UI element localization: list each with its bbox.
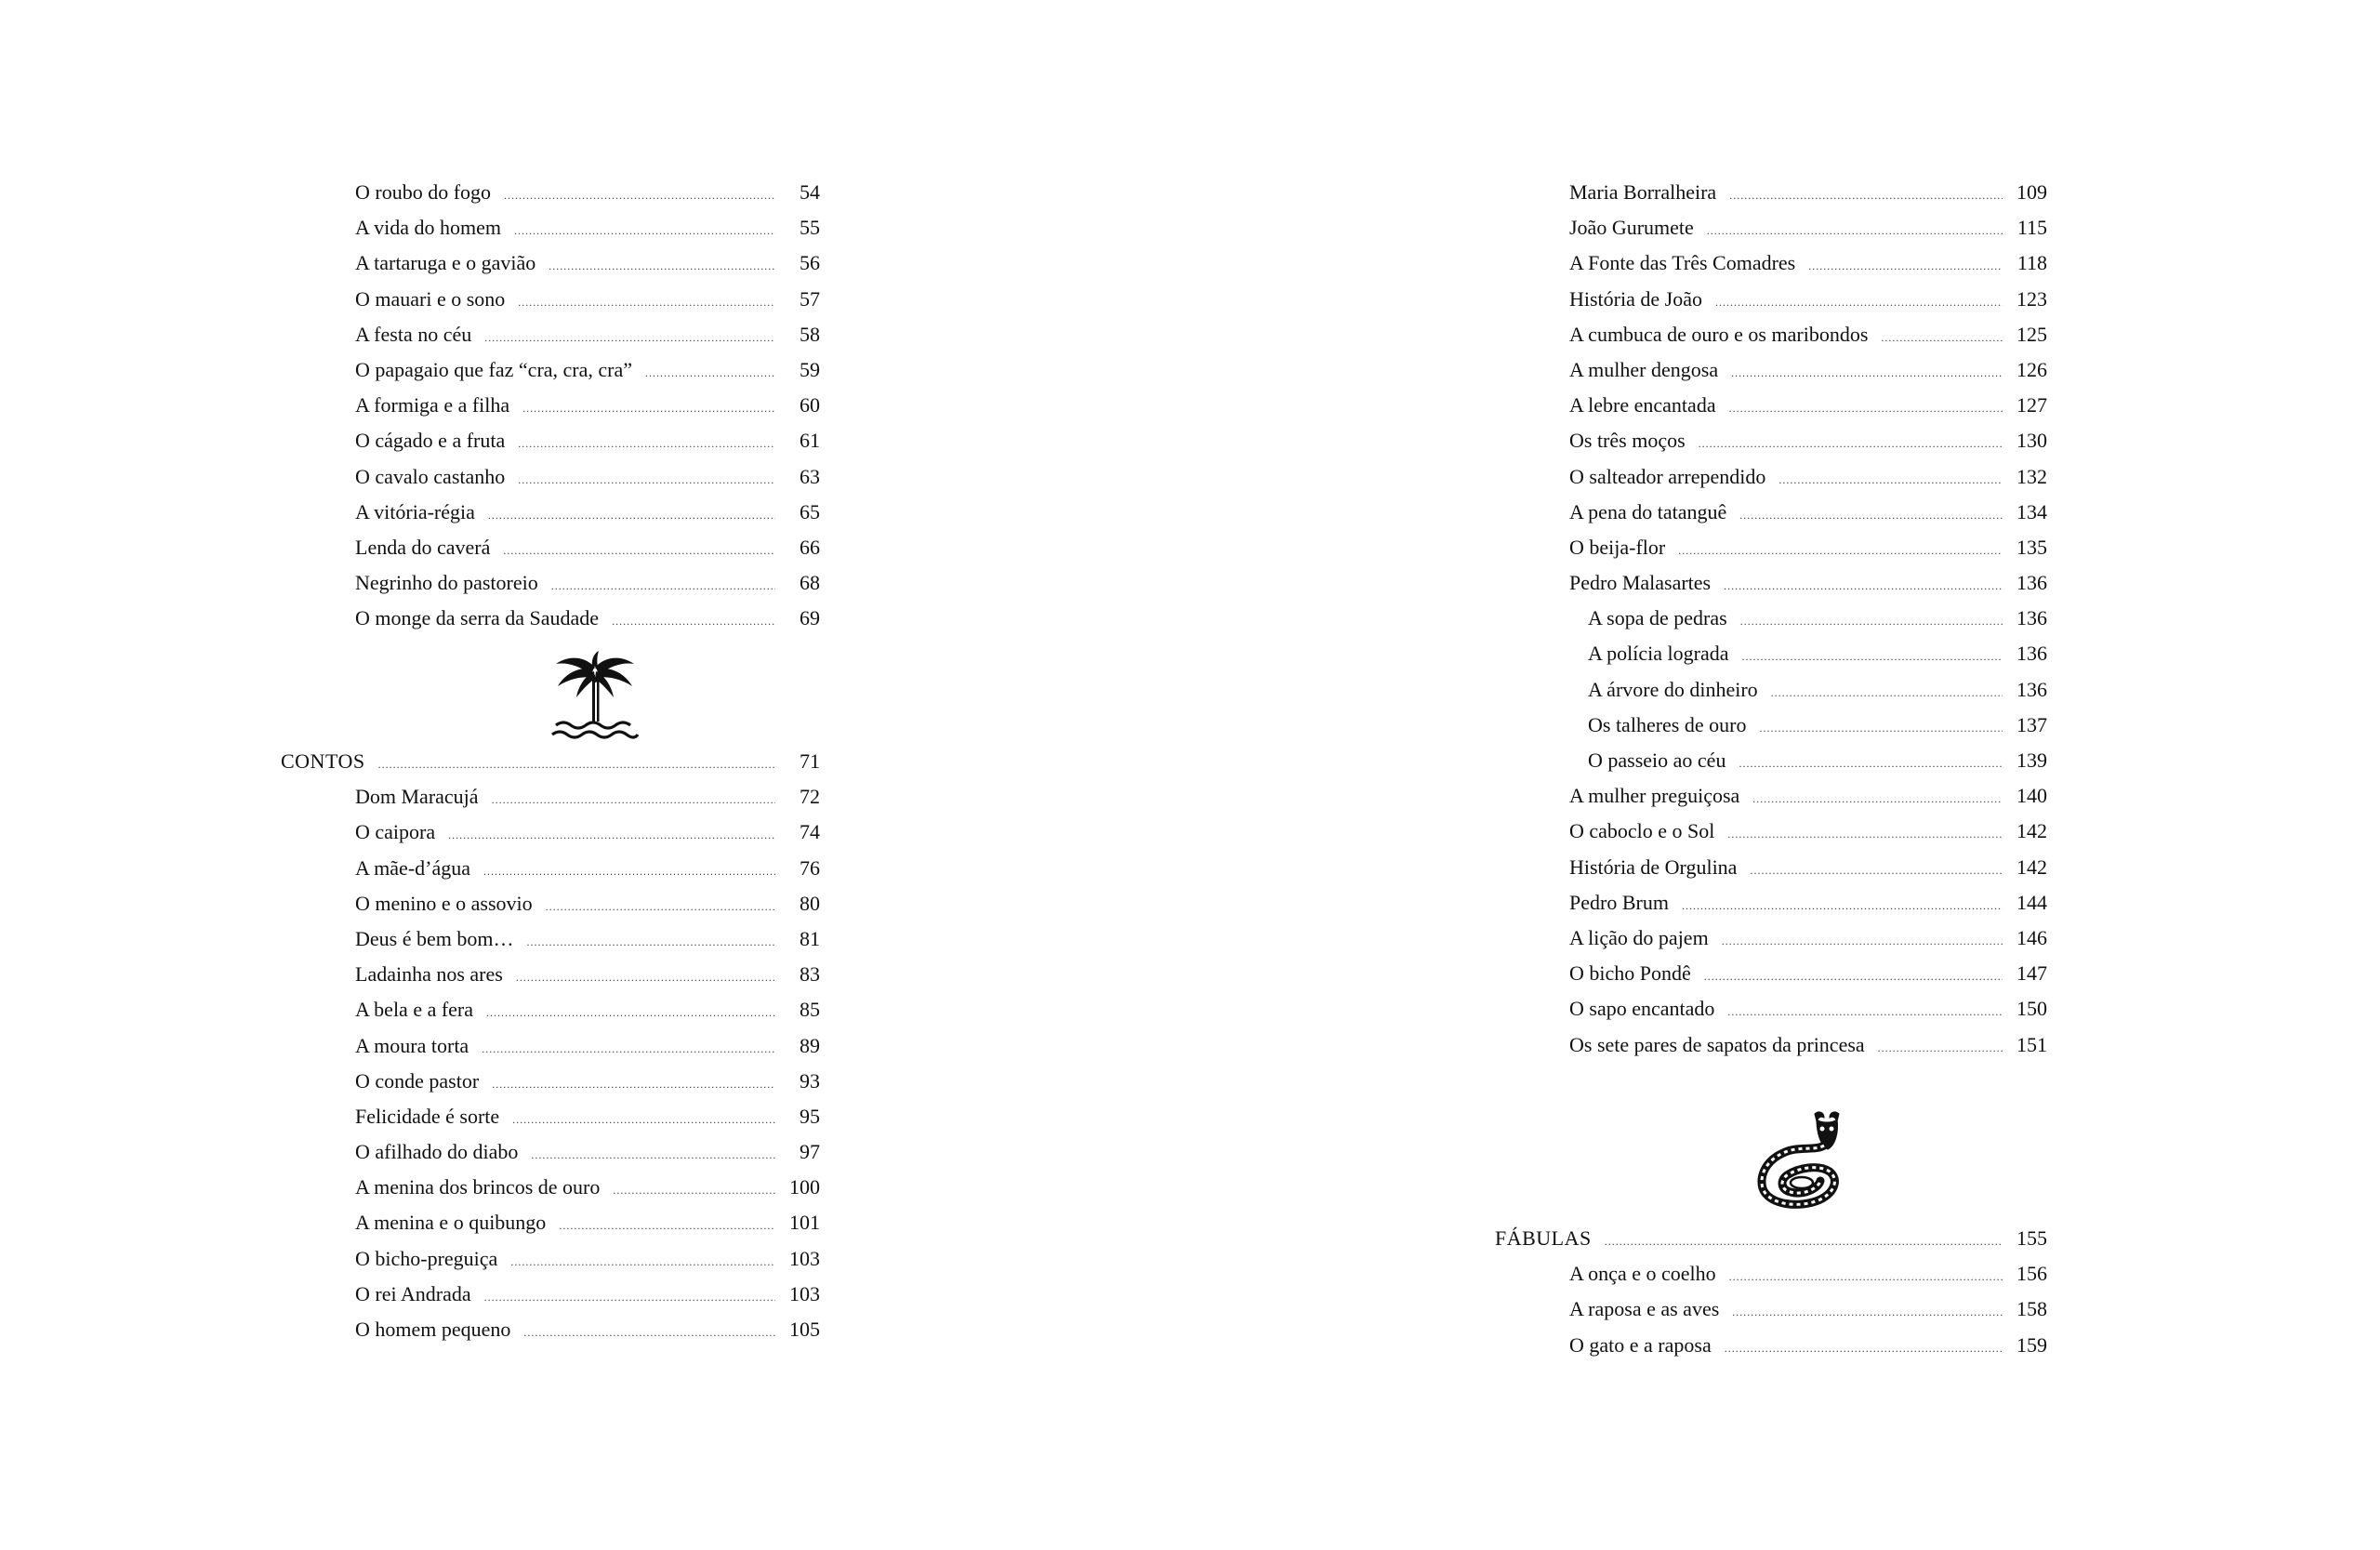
dot-leader bbox=[612, 603, 775, 639]
toc-entry[interactable] bbox=[1532, 814, 2047, 849]
toc-entry-page: 144 bbox=[2016, 890, 2047, 914]
right-page bbox=[1190, 0, 2380, 1550]
toc-entry-title: A Fonte das Três Comadres bbox=[1569, 251, 1796, 275]
toc-entry-page: 105 bbox=[789, 1318, 820, 1341]
toc-entry-title: O rei Andrada bbox=[355, 1281, 471, 1305]
dot-leader bbox=[1699, 426, 2003, 461]
toc-entry[interactable] bbox=[318, 1099, 820, 1134]
toc-entry-page: 100 bbox=[789, 1175, 820, 1199]
dot-leader bbox=[1729, 391, 2003, 426]
toc-entry-title: Os três moços bbox=[1569, 429, 1686, 453]
toc-entry-title: A mãe-d’água bbox=[355, 855, 470, 880]
toc-entry-page: 130 bbox=[2016, 429, 2047, 453]
toc-entry-page: 55 bbox=[800, 216, 820, 240]
toc-entry-page: 136 bbox=[2016, 677, 2047, 701]
toc-entry-page: 140 bbox=[2016, 784, 2047, 808]
dot-leader bbox=[1704, 959, 2003, 994]
toc-entry[interactable] bbox=[1532, 388, 2047, 423]
toc-entry-title: O roubo do fogo bbox=[355, 180, 492, 204]
toc-entry-title: O papagaio que faz “cra, cra, cra” bbox=[355, 357, 633, 381]
toc-entry-page: 69 bbox=[800, 606, 820, 630]
toc-entry[interactable] bbox=[1532, 921, 2047, 956]
dot-leader bbox=[1771, 675, 2003, 710]
toc-entry-page: 136 bbox=[2016, 642, 2047, 666]
toc-entry[interactable] bbox=[1532, 317, 2047, 352]
toc-entry[interactable] bbox=[318, 1028, 820, 1064]
dot-leader bbox=[484, 1279, 775, 1315]
dot-leader bbox=[559, 1208, 775, 1243]
toc-entry-page: 158 bbox=[2016, 1297, 2047, 1321]
dot-leader bbox=[504, 178, 775, 213]
dot-leader bbox=[514, 213, 775, 248]
toc-entry[interactable] bbox=[318, 957, 820, 992]
dot-leader bbox=[1724, 568, 2003, 603]
toc-entry-title: O caboclo e o Sol bbox=[1569, 819, 1715, 843]
toc-entry-title: A sopa de pedras bbox=[1588, 606, 1727, 630]
toc-entry-title: Pedro Malasartes bbox=[1569, 571, 1712, 595]
toc-entry[interactable] bbox=[318, 388, 820, 423]
toc-entry-title: A moura torta bbox=[355, 1033, 469, 1057]
toc-entry-title: Ladainha nos ares bbox=[355, 962, 503, 987]
toc-entry-title: A mulher preguiçosa bbox=[1569, 784, 1740, 808]
dot-leader bbox=[482, 1031, 775, 1066]
toc-entry-title: O menino e o assovio bbox=[355, 891, 533, 915]
dot-leader bbox=[531, 1137, 775, 1172]
toc-subentry[interactable] bbox=[1532, 708, 2047, 743]
dot-leader bbox=[512, 1102, 775, 1137]
toc-entry[interactable] bbox=[318, 282, 820, 317]
toc-entry-page: 118 bbox=[2016, 251, 2047, 275]
toc-entry-title: O homem pequeno bbox=[355, 1318, 511, 1341]
toc-entry-page: 109 bbox=[2016, 180, 2047, 204]
toc-entry-page: 66 bbox=[800, 535, 820, 559]
dot-leader bbox=[518, 426, 775, 461]
toc-entry-page: 139 bbox=[2016, 749, 2047, 772]
toc-entry[interactable] bbox=[318, 921, 820, 957]
toc-entry[interactable] bbox=[318, 1064, 820, 1099]
toc-entry[interactable] bbox=[318, 1205, 820, 1240]
toc-entry-page: 101 bbox=[789, 1211, 820, 1235]
toc-entry-title: O bicho Pondê bbox=[1569, 961, 1691, 986]
toc-entry-title: A mulher dengosa bbox=[1569, 357, 1719, 381]
toc-entry-page: 147 bbox=[2016, 961, 2047, 986]
dot-leader bbox=[1881, 320, 2003, 355]
toc-entry-title: A onça e o coelho bbox=[1569, 1262, 1716, 1286]
toc-entry-title: O caipora bbox=[355, 820, 436, 844]
toc-entry-title: A menina e o quibungo bbox=[355, 1211, 547, 1235]
section-page: 71 bbox=[800, 749, 820, 773]
toc-entry-page: 156 bbox=[2016, 1262, 2047, 1286]
section-title: CONTOS bbox=[281, 749, 365, 773]
toc-entry[interactable] bbox=[1532, 991, 2047, 1027]
toc-entry-page: 56 bbox=[800, 251, 820, 275]
section-page: 155 bbox=[2016, 1226, 2047, 1250]
dot-leader bbox=[1727, 816, 2003, 852]
toc-entry-page: 137 bbox=[2016, 712, 2047, 736]
dot-leader bbox=[645, 355, 775, 391]
dot-leader bbox=[1742, 639, 2003, 674]
toc-entry-title: História de Orgulina bbox=[1569, 854, 1738, 879]
toc-entry[interactable] bbox=[1532, 1328, 2047, 1363]
toc-entry-title: O cavalo castanho bbox=[355, 464, 506, 488]
toc-entry-page: 150 bbox=[2016, 997, 2047, 1021]
toc-entry-title: O gato e a raposa bbox=[1569, 1332, 1712, 1357]
toc-entry[interactable] bbox=[1532, 565, 2047, 601]
toc-list-right-top bbox=[1532, 175, 2047, 1063]
dot-leader bbox=[488, 497, 775, 533]
toc-entry-title: Negrinho do pastoreio bbox=[355, 571, 538, 595]
section-heading-fabulas[interactable] bbox=[1495, 1221, 2047, 1256]
toc-entry-page: 142 bbox=[2016, 819, 2047, 843]
dot-leader bbox=[1727, 994, 2003, 1029]
dot-leader bbox=[1722, 923, 2003, 959]
toc-entry-page: 136 bbox=[2016, 606, 2047, 630]
toc-entry[interactable] bbox=[318, 1170, 820, 1205]
ox-serpent-icon bbox=[1750, 1108, 1852, 1211]
toc-list-left-bottom bbox=[281, 744, 820, 1347]
toc-entry-title: Dom Maracujá bbox=[355, 785, 479, 809]
toc-entry[interactable] bbox=[318, 495, 820, 530]
toc-entry[interactable] bbox=[318, 1134, 820, 1170]
toc-entry[interactable] bbox=[318, 245, 820, 281]
toc-entry[interactable] bbox=[318, 210, 820, 245]
toc-entry-page: 134 bbox=[2016, 499, 2047, 523]
toc-entry[interactable] bbox=[318, 601, 820, 636]
toc-entry-title: O cágado e a fruta bbox=[355, 429, 506, 453]
dot-leader bbox=[1605, 1224, 2003, 1259]
dot-leader bbox=[1750, 853, 2003, 888]
dot-leader bbox=[1739, 497, 2003, 533]
toc-entry[interactable] bbox=[1532, 352, 2047, 388]
dot-leader bbox=[1878, 1030, 2003, 1066]
toc-entry[interactable] bbox=[1532, 885, 2047, 921]
toc-entry-page: 115 bbox=[2016, 216, 2047, 240]
toc-entry-title: A polícia lograda bbox=[1588, 642, 1729, 666]
dot-leader bbox=[551, 568, 775, 603]
dot-leader bbox=[1759, 710, 2003, 746]
toc-entry-title: A tartaruga e o gavião bbox=[355, 251, 536, 275]
toc-entry-page: 81 bbox=[800, 926, 820, 950]
toc-entry[interactable] bbox=[318, 459, 820, 495]
toc-entry-page: 60 bbox=[800, 393, 820, 417]
toc-entry-title: O conde pastor bbox=[355, 1068, 480, 1093]
toc-entry[interactable] bbox=[1532, 210, 2047, 245]
dot-leader bbox=[1752, 781, 2003, 816]
dot-leader bbox=[378, 747, 775, 782]
dot-leader bbox=[1778, 462, 2003, 497]
toc-entry-page: 76 bbox=[800, 855, 820, 880]
dot-leader bbox=[503, 533, 775, 568]
toc-entry[interactable] bbox=[318, 530, 820, 565]
toc-entry-page: 125 bbox=[2016, 322, 2047, 346]
dot-leader bbox=[1732, 1294, 2003, 1330]
toc-entry-title: História de João bbox=[1569, 286, 1702, 311]
toc-entry[interactable] bbox=[318, 886, 820, 921]
toc-entry-title: A lebre encantada bbox=[1569, 393, 1716, 417]
toc-entry-title: Os talheres de ouro bbox=[1588, 712, 1747, 736]
toc-entry-page: 65 bbox=[800, 499, 820, 523]
dot-leader bbox=[484, 320, 775, 355]
toc-entry-title: A cumbuca de ouro e os maribondos bbox=[1569, 322, 1869, 346]
toc-entry-page: 61 bbox=[800, 429, 820, 453]
toc-entry-page: 123 bbox=[2016, 286, 2047, 311]
toc-entry-title: O beija-flor bbox=[1569, 535, 1666, 559]
toc-entry-title: A árvore do dinheiro bbox=[1588, 677, 1758, 701]
toc-entry-title: A bela e a fera bbox=[355, 998, 474, 1022]
toc-entry-title: João Gurumete bbox=[1569, 216, 1694, 240]
dot-leader bbox=[1729, 1259, 2003, 1294]
toc-entry[interactable] bbox=[318, 992, 820, 1027]
toc-subentry[interactable] bbox=[1532, 743, 2047, 778]
toc-entry[interactable] bbox=[1532, 495, 2047, 530]
toc-entry[interactable] bbox=[318, 779, 820, 815]
toc-entry-title: O bicho-preguiça bbox=[355, 1246, 498, 1270]
toc-entry[interactable] bbox=[1532, 175, 2047, 210]
toc-entry[interactable] bbox=[318, 352, 820, 388]
toc-entry-title: Pedro Brum bbox=[1569, 890, 1669, 914]
dot-leader bbox=[510, 1244, 775, 1279]
toc-entry-page: 93 bbox=[800, 1068, 820, 1093]
toc-entry-title: O afilhado do diabo bbox=[355, 1140, 519, 1164]
toc-entry[interactable] bbox=[1532, 1027, 2047, 1063]
toc-entry-title: A pena do tatanguê bbox=[1569, 499, 1727, 523]
dot-leader bbox=[1725, 1331, 2003, 1366]
toc-entry-page: 58 bbox=[800, 322, 820, 346]
toc-entry[interactable] bbox=[1532, 282, 2047, 317]
dot-leader bbox=[518, 285, 775, 320]
toc-entry-page: 159 bbox=[2016, 1332, 2047, 1357]
toc-entry-page: 151 bbox=[2016, 1032, 2047, 1056]
dot-leader bbox=[546, 889, 775, 924]
dot-leader bbox=[522, 391, 775, 426]
toc-entry-page: 59 bbox=[800, 357, 820, 381]
dot-leader bbox=[448, 817, 775, 853]
toc-entry-page: 83 bbox=[800, 962, 820, 987]
dot-leader bbox=[1731, 355, 2003, 391]
toc-entry[interactable] bbox=[1532, 850, 2047, 885]
dot-leader bbox=[516, 960, 775, 995]
dot-leader bbox=[523, 1315, 775, 1350]
palm-tree-icon bbox=[549, 649, 641, 742]
toc-entry-title: Deus é bem bom… bbox=[355, 926, 514, 950]
toc-entry[interactable] bbox=[318, 1277, 820, 1312]
dot-leader bbox=[518, 462, 775, 497]
toc-entry-title: O salteador arrependido bbox=[1569, 464, 1766, 488]
toc-entry[interactable] bbox=[1532, 1256, 2047, 1292]
toc-entry-title: Felicidade é sorte bbox=[355, 1104, 500, 1128]
toc-entry[interactable] bbox=[318, 1312, 820, 1347]
toc-entry-title: O passeio ao céu bbox=[1588, 749, 1726, 772]
dot-leader bbox=[1715, 285, 2003, 320]
dot-leader bbox=[526, 924, 775, 960]
toc-entry[interactable] bbox=[1532, 423, 2047, 458]
toc-entry-page: 132 bbox=[2016, 464, 2047, 488]
dot-leader bbox=[486, 995, 775, 1030]
toc-entry-page: 135 bbox=[2016, 535, 2047, 559]
dot-leader bbox=[1678, 533, 2003, 568]
dot-leader bbox=[613, 1172, 775, 1208]
toc-entry[interactable] bbox=[318, 423, 820, 458]
toc-entry-page: 80 bbox=[800, 891, 820, 915]
toc-entry-page: 103 bbox=[789, 1281, 820, 1305]
toc-list-right-bottom bbox=[1495, 1221, 2047, 1363]
toc-entry-title: A menina dos brincos de ouro bbox=[355, 1175, 601, 1199]
toc-entry[interactable] bbox=[318, 317, 820, 352]
toc-entry[interactable] bbox=[1532, 459, 2047, 495]
toc-entry-page: 85 bbox=[800, 998, 820, 1022]
toc-entry[interactable] bbox=[1532, 1292, 2047, 1327]
dot-leader bbox=[483, 854, 775, 889]
dot-leader bbox=[549, 248, 775, 284]
toc-list-left-top bbox=[318, 175, 820, 636]
toc-entry[interactable] bbox=[1532, 245, 2047, 281]
toc-entry-page: 89 bbox=[800, 1033, 820, 1057]
toc-entry-page: 74 bbox=[800, 820, 820, 844]
toc-entry-title: A vitória-régia bbox=[355, 499, 475, 523]
toc-entry[interactable] bbox=[318, 815, 820, 850]
toc-entry[interactable] bbox=[1532, 530, 2047, 565]
toc-entry-page: 103 bbox=[789, 1246, 820, 1270]
toc-entry-page: 142 bbox=[2016, 854, 2047, 879]
toc-entry-page: 95 bbox=[800, 1104, 820, 1128]
toc-entry-page: 146 bbox=[2016, 925, 2047, 949]
toc-entry-title: O sapo encantado bbox=[1569, 997, 1715, 1021]
toc-entry[interactable] bbox=[318, 1241, 820, 1277]
toc-entry[interactable] bbox=[1532, 956, 2047, 991]
dot-leader bbox=[1808, 248, 2003, 284]
dot-leader bbox=[492, 782, 775, 817]
toc-entry-page: 126 bbox=[2016, 357, 2047, 381]
toc-entry-title: A formiga e a filha bbox=[355, 393, 510, 417]
toc-entry-title: A vida do homem bbox=[355, 216, 502, 240]
section-title: FÁBULAS bbox=[1495, 1226, 1592, 1250]
dot-leader bbox=[1682, 888, 2003, 923]
dot-leader bbox=[1740, 603, 2003, 639]
toc-entry-title: Lenda do caverá bbox=[355, 535, 491, 559]
toc-entry[interactable] bbox=[318, 175, 820, 210]
toc-entry[interactable] bbox=[318, 851, 820, 886]
toc-entry-page: 57 bbox=[800, 286, 820, 311]
toc-entry-page: 97 bbox=[800, 1140, 820, 1164]
toc-entry-page: 127 bbox=[2016, 393, 2047, 417]
section-heading-contos[interactable] bbox=[281, 744, 820, 779]
dot-leader bbox=[1729, 178, 2003, 213]
dot-leader bbox=[492, 1066, 775, 1102]
toc-subentry[interactable] bbox=[1532, 636, 2047, 671]
toc-subentry[interactable] bbox=[1532, 601, 2047, 636]
toc-entry-page: 136 bbox=[2016, 571, 2047, 595]
toc-entry-page: 63 bbox=[800, 464, 820, 488]
toc-entry-title: O mauari e o sono bbox=[355, 286, 506, 311]
dot-leader bbox=[1707, 213, 2003, 248]
toc-entry-title: A festa no céu bbox=[355, 322, 472, 346]
toc-entry-title: Os sete pares de sapatos da princesa bbox=[1569, 1032, 1865, 1056]
toc-entry[interactable] bbox=[318, 565, 820, 601]
toc-entry-title: A lição do pajem bbox=[1569, 925, 1709, 949]
toc-subentry[interactable] bbox=[1532, 672, 2047, 708]
toc-entry-page: 72 bbox=[800, 785, 820, 809]
toc-entry-page: 54 bbox=[800, 180, 820, 204]
toc-entry-title: O monge da serra da Saudade bbox=[355, 606, 600, 630]
toc-entry-title: A raposa e as aves bbox=[1569, 1297, 1720, 1321]
dot-leader bbox=[1739, 746, 2003, 781]
toc-entry-title: Maria Borralheira bbox=[1569, 180, 1717, 204]
toc-entry[interactable] bbox=[1532, 778, 2047, 814]
toc-entry-page: 68 bbox=[800, 571, 820, 595]
